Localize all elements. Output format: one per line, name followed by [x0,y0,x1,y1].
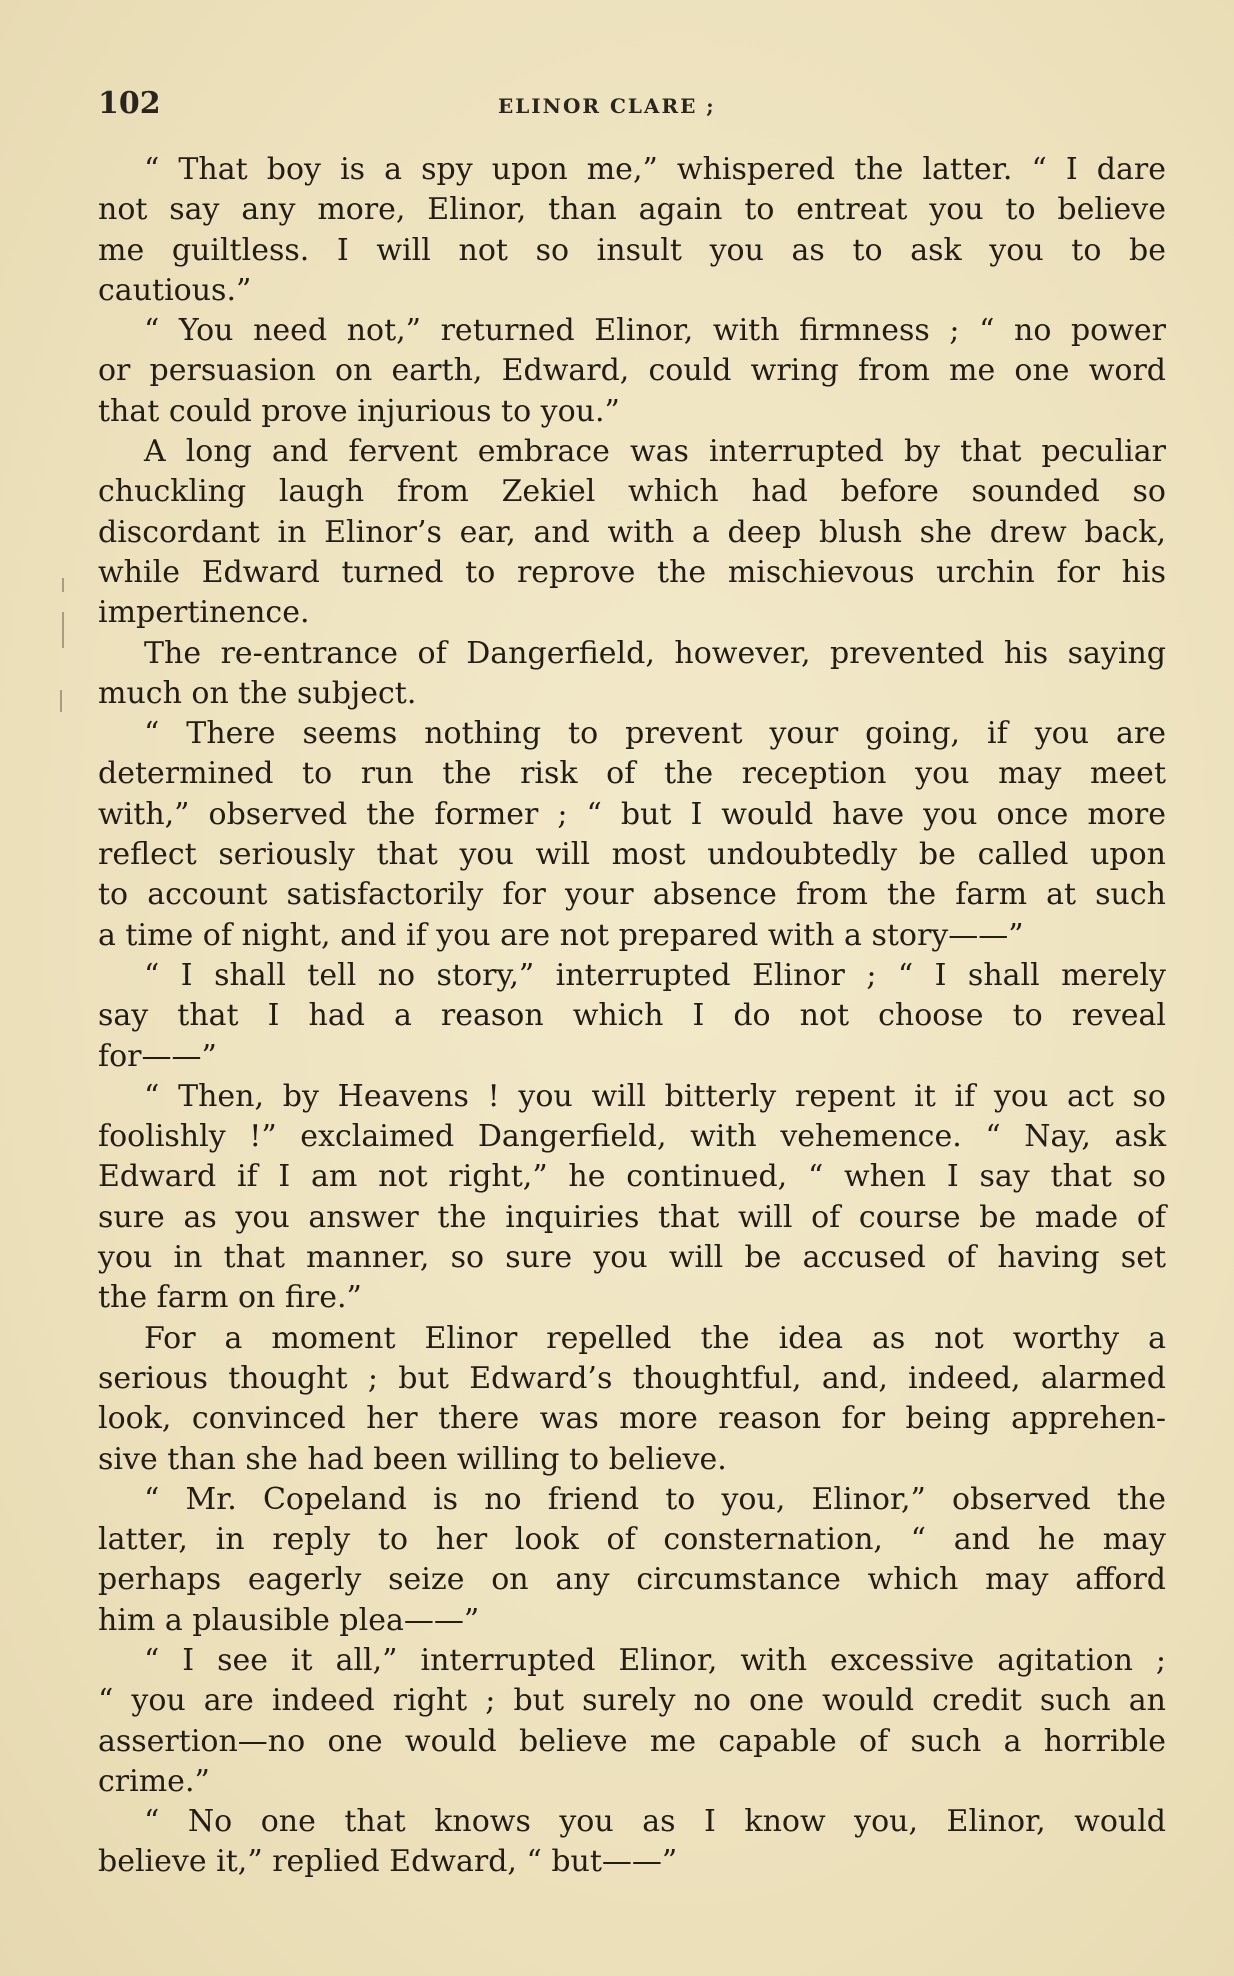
text-line: you in that manner, so sure you will be accused of having set [98,1240,1166,1276]
text-line: foolishly !” exclaimed Dangerfield, with vehemence. “ Nay, ask [98,1119,1166,1155]
text-line: him a plausible plea——” [98,1602,480,1638]
text-line: the farm on fire.” [98,1280,362,1316]
margin-pencil-mark [60,690,62,712]
text-line: while Edward turned to reprove the mischievous urchin for his [98,554,1166,590]
text-line: crime.” [98,1763,210,1799]
text-line: Edward if I am not right,” he continued, “ when I say that so [98,1159,1166,1195]
text-line: A long and fervent embrace was interrupted by that peculiar [144,434,1166,470]
page-number: 102 [98,86,161,121]
text-line: much on the subject. [98,675,417,711]
text-line: believe it,” replied Edward, “ but——” [98,1844,678,1880]
text-line: cautious.” [98,272,252,308]
text-line: a time of night, and if you are not prepared with a story——” [98,917,1024,953]
text-line: “ No one that knows you as I know you, Elinor, would [144,1804,1166,1840]
text-line: say that I had a reason which I do not choose to reveal [98,998,1166,1034]
text-line: sure as you answer the inquiries that will of course be made of [98,1199,1166,1235]
margin-pencil-mark [62,578,64,592]
margin-pencil-mark [62,612,64,648]
text-line: “ There seems nothing to prevent your going, if you are [144,716,1166,752]
text-line: The re-entrance of Dangerfield, however, prevented his saying [144,635,1166,671]
page-header [98,86,1168,126]
text-line: chuckling laugh from Zekiel which had before sounded so [98,474,1166,510]
text-line: determined to run the risk of the reception you may meet [98,756,1166,792]
text-line: discordant in Elinor’s ear, and with a deep blush she drew back, [98,514,1166,550]
text-line: “ You need not,” returned Elinor, with firmness ; “ no power [144,313,1166,349]
text-line: look, convinced her there was more reason for being apprehen- [98,1401,1166,1437]
text-line: with,” observed the former ; “ but I would have you once more [98,796,1166,832]
text-line: that could prove injurious to you.” [98,393,620,429]
text-line: “ I shall tell no story,” interrupted Elinor ; “ I shall merely [144,957,1166,993]
text-line: serious thought ; but Edward’s thoughtful, and, indeed, alarmed [98,1360,1166,1396]
text-line: sive than she had been willing to believe. [98,1441,727,1477]
text-line: me guiltless. I will not so insult you as to ask you to be [98,232,1166,268]
text-line: For a moment Elinor repelled the idea as not worthy a [144,1320,1166,1356]
text-line: “ Mr. Copeland is no friend to you, Elinor,” observed the [144,1481,1166,1517]
running-head: ELINOR CLARE ; [498,94,716,118]
text-line: not say any more, Elinor, than again to entreat you to believe [98,192,1166,228]
text-line: latter, in reply to her look of consternation, “ and he may [98,1522,1166,1558]
text-line: “ I see it all,” interrupted Elinor, with excessive agitation ; [144,1642,1166,1678]
text-line: “ you are indeed right ; but surely no one would credit such an [98,1683,1166,1719]
text-line: or persuasion on earth, Edward, could wring from me one word [98,353,1166,389]
text-line: perhaps eagerly seize on any circumstance which may afford [98,1562,1166,1598]
body-text [98,150,1166,1883]
text-line: to account satisfactorily for your absence from the farm at such [98,877,1166,913]
text-line: for——” [98,1038,217,1074]
text-line: impertinence. [98,595,310,631]
text-line: “ That boy is a spy upon me,” whispered the latter. “ I dare [144,152,1166,187]
text-line: assertion—no one would believe me capable of such a horrible [98,1723,1166,1759]
text-line: reflect seriously that you will most undoubtedly be called upon [98,837,1166,873]
text-line: “ Then, by Heavens ! you will bitterly repent it if you act so [144,1078,1166,1114]
